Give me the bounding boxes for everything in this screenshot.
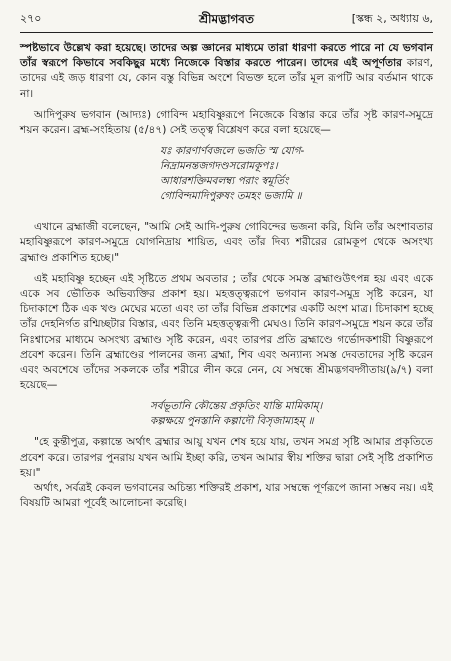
- verse-line: সর্বভূতানি কৌন্তেয় প্রকৃতিং যান্তি মামিকাম্।: [150, 400, 323, 413]
- paragraph-6: অর্থাৎ, সর্বত্রই কেবল ভগবানের অচিন্ত্য শক্তিরই প্রকাশ, যার সম্বন্ধে পূর্ণরূপে জানা সম্ভব নয়। এই বিষয়টি আমরা পূর্বেই আলোচনা করেছি।: [20, 482, 433, 510]
- verse-line: নিদ্রামনন্তজগদণ্ডসরোমকূপঃ।: [160, 160, 278, 173]
- page-header: [20, 6, 433, 33]
- paragraph-3: এখানে ব্রহ্মাজী বলেছেন, "আমি সেই আদি-পুরুষ গোবিন্দের ভজনা করি, যিনি তাঁর অংশাবতার মহাবিষ্ণুরূপে কারণ-সমুদ্রে যোগনিদ্রায় শায়িত, এবং তাঁর দিব্য শরীরের রোমকূপ থেকে অসংখ্য ব্রহ্মাণ্ড প্রকাশিত হচ্ছে।": [20, 221, 433, 264]
- paragraph-1: [20, 41, 433, 102]
- paragraph-5: "হে কুন্তীপুত্র, কল্পান্তে অর্থাৎ ব্রহ্মার আয়ু যখন শেষ হয়ে যায়, তখন সমগ্র সৃষ্টি আমার প্রকৃতিতে প্রবেশ করে। তারপর পুনরায় যখন আমি ইচ্ছা করি, তখন আমার স্বীয় শক্তির দ্বারা সেই সৃষ্টি প্রকাশিত হয়।": [20, 436, 433, 479]
- verse-line: কল্পক্ষয়ে পুনস্তানি কল্পাদৌ বিসৃজাম্যহম্ ॥: [150, 415, 314, 428]
- chapter-reference: [স্কন্ধ ২, অধ্যায় ৬,: [351, 12, 433, 25]
- sanskrit-verse-brahma-samhita: [160, 144, 433, 204]
- book-title: শ্রীমদ্ভাগবত: [198, 12, 254, 26]
- verse-line: আধারশক্তিমবলম্ব্য পরাং স্বমূর্তিং: [160, 175, 289, 188]
- paragraph-1-bold: স্পষ্টভাবে উল্লেখ করা হয়েছে। তাদের অল্প জ্ঞানের মাধ্যমে তারা ধারণা করতে পারে না যে ভগবান তাঁর স্বরূপে কিভাবে সবকিছুর মধ্যে নিজেকে বিস্তার করতে পারেন। তাদের এই অপূর্ণতার: [20, 42, 433, 70]
- verse-line: যঃ কারণার্ণবজলে ভজতি স্ম যোগ-: [160, 145, 305, 158]
- paragraph-2: আদিপুরুষ ভগবান (আদ্যঃ) গোবিন্দ মহাবিষ্ণুরূপে নিজেকে বিস্তার করে তাঁর সৃষ্ট কারণ-সমুদ্রে শয়ন করেন। ব্রহ্ম-সংহিতায় (৫/৪৭) সেই তত্ত্ব বিশ্লেষণ করে বলা হয়েছে—: [20, 108, 433, 137]
- sanskrit-verse-gita: [150, 399, 433, 429]
- page-number: ২৭০: [20, 12, 42, 25]
- verse-line: গোবিন্দমাদিপুরুষং তমহং ভজামি ॥: [160, 190, 302, 203]
- paragraph-1-rest: কারণ, তাদের এই জড় ধারণা যে, কোন বস্তু বিভিন্ন অংশে বিভক্ত হলে তাঁর মূল রূপটি আর বর্তমান থাকে না।: [20, 57, 433, 100]
- paragraph-4: এই মহাবিষ্ণু হচ্ছেন এই সৃষ্টিতে প্রথম অবতার ; তাঁর থেকে সমস্ত ব্রহ্মাণ্ডউৎপন্ন হয় এবং একে একে সব ভৌতিক অভিব্যক্তির প্রকাশ হয়। মহত্তত্ত্বরূপে ভগবান কারণ-সমুদ্র সৃষ্টি করেন, যা চিদাকাশে ঠিক এক খণ্ড মেঘের মতো এবং তা তাঁর বিভিন্ন প্রকাশের একটি অংশ মাত্র। চিদাকাশ হচ্ছে তাঁর দেহনির্গত রশ্মিচ্ছটার বিস্তার, এবং তিনি মহত্তত্ত্বরূপী মেঘও। তিনি কারণ-সমুদ্রে শয়ন করে তাঁর নিঃশ্বাসের মাধ্যমে অসংখ্য ব্রহ্মাণ্ড সৃষ্টি করেন, এবং তারপর প্রতি ব্রহ্মাণ্ডে গর্ভোদকশায়ী বিষ্ণুরূপে প্রবেশ করেন। তিনি ব্রহ্মাণ্ডের পালনের জন্য ব্রহ্মা, শিব এবং অন্যান্য সমস্ত দেবতাদের সৃষ্টি করেন এবং অবশেষে তাঁদের সকলকে তাঁর শরীরে লীন করে নেন, যে সম্বন্ধে শ্রীমদ্ভগবদ্গীতায়(৯/৭) বলা হয়েছে—: [20, 272, 433, 392]
- page-content: [20, 41, 433, 511]
